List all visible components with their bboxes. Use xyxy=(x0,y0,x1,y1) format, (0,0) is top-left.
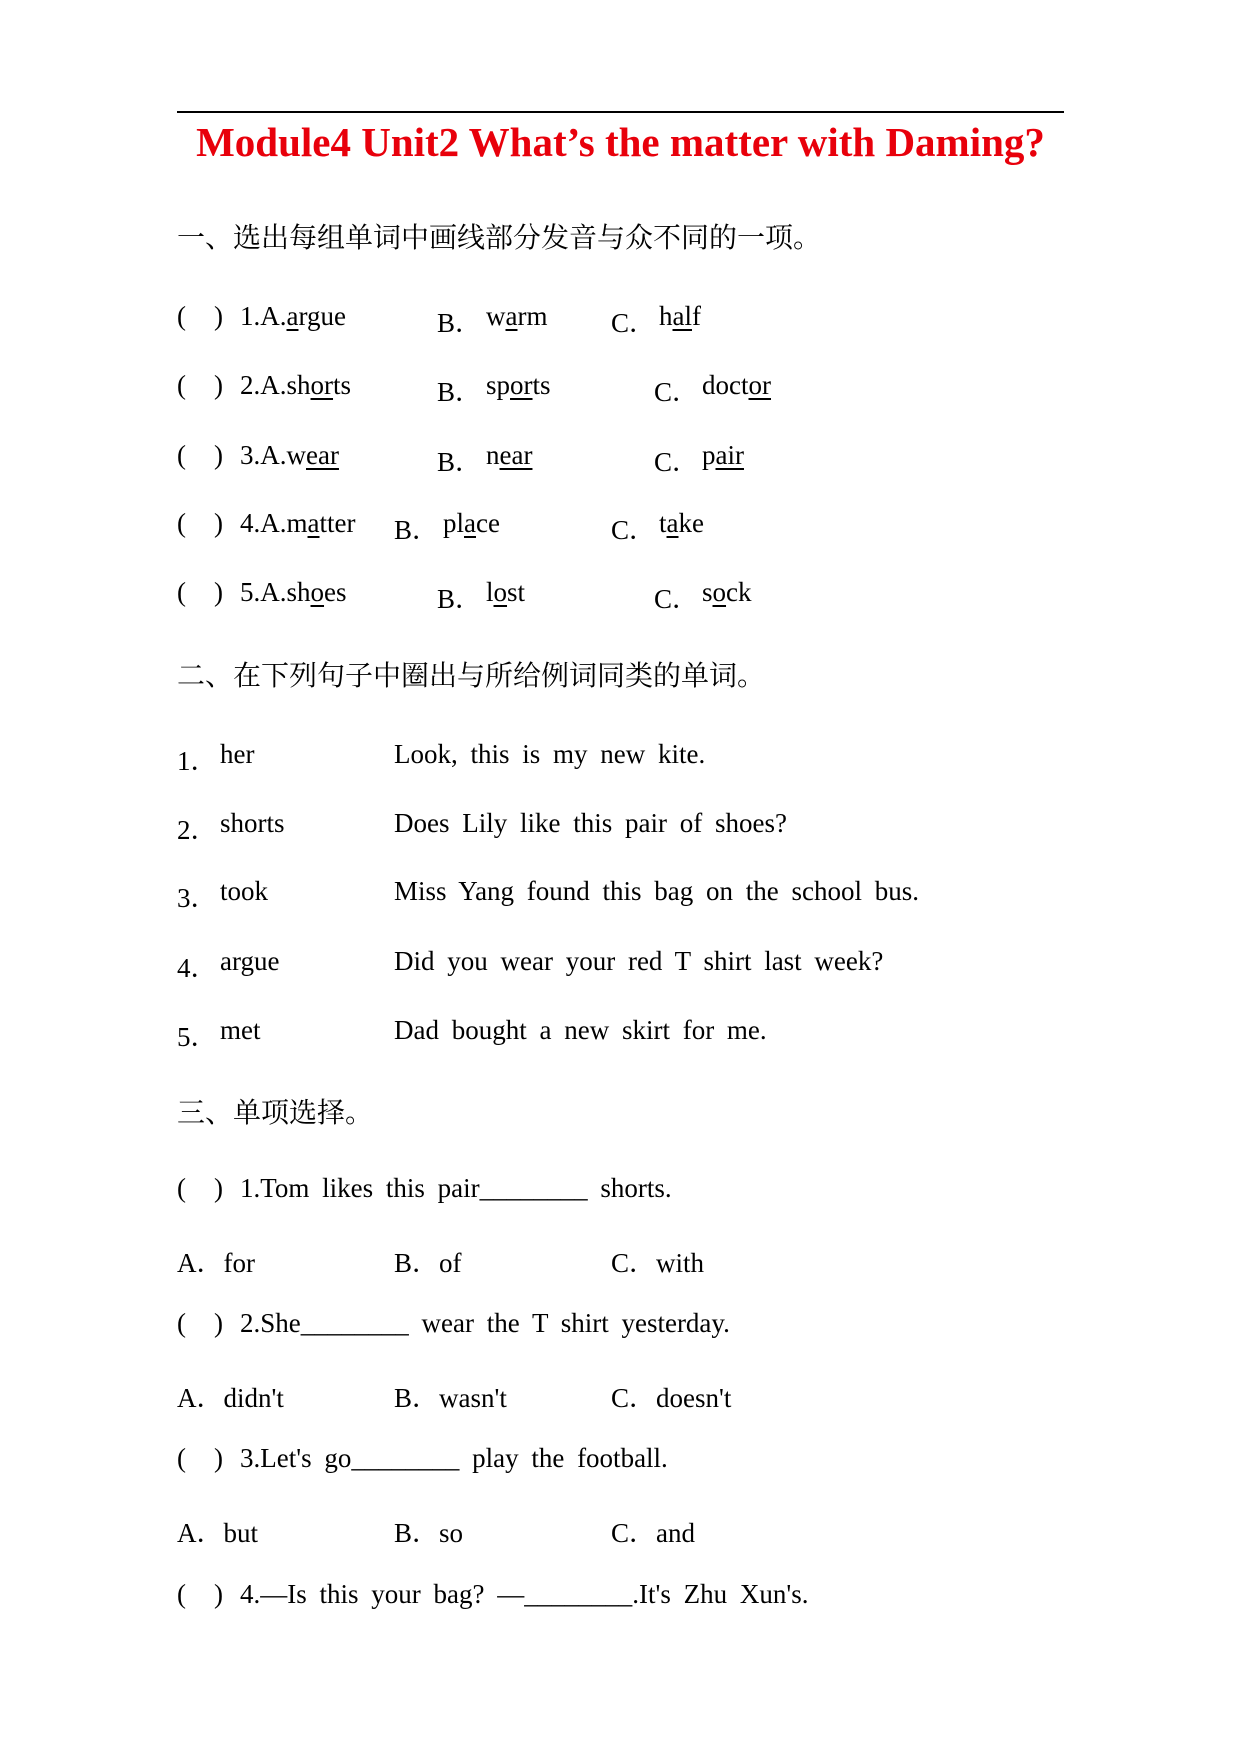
underlined-letters: a xyxy=(307,508,320,538)
underlined-letters: a xyxy=(464,508,476,538)
item-number: 1.A. xyxy=(240,301,287,331)
word-part: t xyxy=(659,508,667,538)
answer-paren-close: ) xyxy=(214,440,223,470)
phonics-item xyxy=(0,301,1241,341)
word-part: n xyxy=(486,440,500,470)
underlined-letters: a xyxy=(505,301,518,331)
option-a xyxy=(240,577,347,608)
word-part: h xyxy=(659,301,673,331)
option-b-label: B． xyxy=(437,308,483,338)
word-part: st xyxy=(507,577,526,607)
example-word: met xyxy=(220,1015,261,1045)
option-b-label: B． xyxy=(437,584,483,614)
word-part: sh xyxy=(286,577,311,607)
word-part: m xyxy=(286,508,308,538)
q2-row xyxy=(0,1308,1241,1348)
underlined-letters: o xyxy=(493,577,508,607)
answer-paren-close: ) xyxy=(214,1173,223,1203)
answer-paren-open: ( xyxy=(177,1308,186,1338)
underlined-letters: al xyxy=(672,301,692,331)
answer-paren-close: ) xyxy=(214,508,223,538)
q1-row xyxy=(0,1173,1241,1213)
q3-option-a: A．but xyxy=(177,1518,258,1548)
word-part: s xyxy=(702,577,713,607)
section1-heading: 一、选出每组单词中画线部分发音与众不同的一项。 xyxy=(177,221,822,254)
answer-paren-open: ( xyxy=(177,1579,186,1609)
sentence: Miss Yang found this bag on the school bus. xyxy=(394,876,920,906)
phonics-item xyxy=(0,440,1241,480)
option-b-label: B． xyxy=(437,377,483,407)
item-number: 4.A. xyxy=(240,508,287,538)
answer-paren-open: ( xyxy=(177,577,186,607)
word-part: tter xyxy=(319,508,356,538)
word-part: doct xyxy=(702,370,749,400)
example-word: took xyxy=(220,876,269,906)
answer-paren-close: ) xyxy=(214,577,223,607)
q2-options xyxy=(0,1376,1241,1416)
q4-row xyxy=(0,1579,1241,1619)
q3-text: 3.Let's go________ play the football. xyxy=(240,1443,668,1473)
item-number: 5． xyxy=(177,1022,218,1052)
underlined-letters: a xyxy=(286,301,299,331)
option-c xyxy=(659,508,704,539)
word-part: ke xyxy=(678,508,704,538)
sentence: Look, this is my new kite. xyxy=(394,739,706,769)
underlined-letters: or xyxy=(510,370,533,400)
answer-paren-close: ) xyxy=(214,370,223,400)
word-part: ck xyxy=(726,577,752,607)
underlined-letters: a xyxy=(666,508,679,538)
option-b-label: B． xyxy=(437,447,483,477)
example-word: shorts xyxy=(220,808,285,838)
q2-option-c: C．doesn't xyxy=(611,1383,732,1413)
option-c xyxy=(659,301,701,332)
answer-paren-open: ( xyxy=(177,1173,186,1203)
word-part: ce xyxy=(476,508,500,538)
underlined-letters: or xyxy=(748,370,771,400)
q1-text: 1.Tom likes this pair________ shorts. xyxy=(240,1173,672,1203)
item-number: 3． xyxy=(177,883,218,913)
classification-item xyxy=(0,739,1241,779)
phonics-item xyxy=(0,370,1241,410)
q4-text: 4.—Is this your bag? —________.It's Zhu Xun's. xyxy=(240,1579,809,1609)
worksheet-title: Module4 Unit2 What’s the matter with Daming? xyxy=(196,119,1045,165)
q3-option-b: B．so xyxy=(394,1518,464,1548)
q2-option-a: A．didn't xyxy=(177,1383,284,1413)
q2-option-b: B．wasn't xyxy=(394,1383,507,1413)
sentence: Dad bought a new skirt for me. xyxy=(394,1015,767,1045)
item-number: 2.A. xyxy=(240,370,287,400)
answer-paren-open: ( xyxy=(177,508,186,538)
option-b-label: B． xyxy=(394,515,440,545)
underlined-letters: or xyxy=(310,370,334,400)
answer-paren-close: ) xyxy=(214,301,223,331)
word-part: pl xyxy=(443,508,465,538)
option-a xyxy=(240,508,355,539)
phonics-item xyxy=(0,577,1241,617)
option-a xyxy=(240,440,339,471)
option-b xyxy=(486,370,551,401)
underlined-letters: ear xyxy=(499,440,533,470)
option-c xyxy=(702,370,771,401)
item-number: 3.A. xyxy=(240,440,287,470)
underlined-letters: air xyxy=(715,440,744,470)
option-c xyxy=(702,577,752,608)
answer-paren-open: ( xyxy=(177,440,186,470)
item-number: 2． xyxy=(177,815,218,845)
item-number: 5.A. xyxy=(240,577,287,607)
option-c-label: C． xyxy=(654,447,700,477)
answer-paren-close: ) xyxy=(214,1443,223,1473)
option-a xyxy=(240,370,351,401)
q1-option-b: B．of xyxy=(394,1248,462,1278)
section3-heading: 三、单项选择。 xyxy=(177,1096,374,1129)
answer-paren-close: ) xyxy=(214,1579,223,1609)
example-word: her xyxy=(220,739,255,769)
item-number: 1． xyxy=(177,746,218,776)
option-a xyxy=(240,301,346,332)
option-c-label: C． xyxy=(654,377,700,407)
word-part: ts xyxy=(532,370,551,400)
word-part: sh xyxy=(286,370,311,400)
underlined-letters: o xyxy=(712,577,727,607)
item-number: 4． xyxy=(177,953,218,983)
word-part: w xyxy=(286,440,306,470)
classification-item xyxy=(0,946,1241,986)
sentence: Did you wear your red T shirt last week? xyxy=(394,946,884,976)
option-c xyxy=(702,440,744,471)
q1-option-a: A．for xyxy=(177,1248,255,1278)
option-b xyxy=(486,577,525,608)
q3-row xyxy=(0,1443,1241,1483)
underlined-letters: o xyxy=(310,577,325,607)
word-part: f xyxy=(692,301,701,331)
word-part: rm xyxy=(517,301,548,331)
option-b xyxy=(443,508,500,539)
option-c-label: C． xyxy=(611,308,657,338)
classification-item xyxy=(0,808,1241,848)
q1-option-c: C．with xyxy=(611,1248,705,1278)
word-part: rgue xyxy=(298,301,346,331)
section2-heading: 二、在下列句子中圈出与所给例词同类的单词。 xyxy=(177,659,766,692)
q3-options xyxy=(0,1511,1241,1551)
phonics-item xyxy=(0,508,1241,548)
option-c-label: C． xyxy=(611,515,657,545)
word-part: es xyxy=(324,577,347,607)
q2-text: 2.She________ wear the T shirt yesterday. xyxy=(240,1308,730,1338)
option-b xyxy=(486,440,532,471)
word-part: p xyxy=(702,440,716,470)
answer-paren-close: ) xyxy=(214,1308,223,1338)
option-c-label: C． xyxy=(654,584,700,614)
q1-options xyxy=(0,1241,1241,1281)
example-word: argue xyxy=(220,946,280,976)
top-rule xyxy=(177,111,1064,113)
classification-item xyxy=(0,876,1241,916)
classification-item xyxy=(0,1015,1241,1055)
sentence: Does Lily like this pair of shoes? xyxy=(394,808,787,838)
word-part: w xyxy=(486,301,506,331)
answer-paren-open: ( xyxy=(177,1443,186,1473)
option-b xyxy=(486,301,547,332)
word-part: sp xyxy=(486,370,511,400)
word-part: ts xyxy=(333,370,352,400)
answer-paren-open: ( xyxy=(177,370,186,400)
q3-option-c: C．and xyxy=(611,1518,695,1548)
underlined-letters: ear xyxy=(306,440,339,470)
answer-paren-open: ( xyxy=(177,301,186,331)
word-part: l xyxy=(486,577,494,607)
